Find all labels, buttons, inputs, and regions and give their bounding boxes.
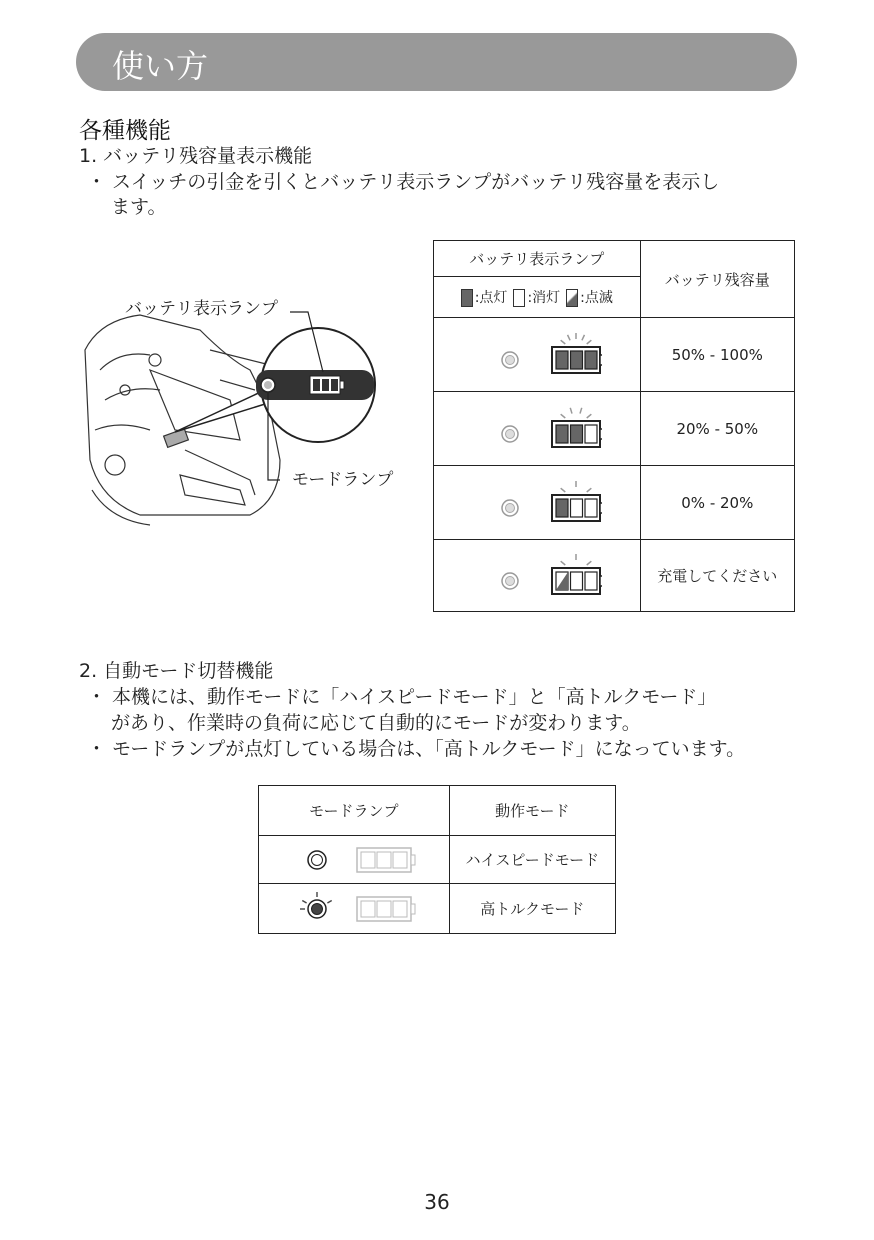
battery-cell bbox=[570, 351, 582, 369]
battery-cell bbox=[585, 425, 597, 443]
lamp-ray bbox=[560, 340, 565, 344]
item2-title: 2. 自動モード切替機能 bbox=[79, 660, 274, 682]
battery-cell bbox=[361, 852, 375, 868]
lamp-ray bbox=[587, 561, 592, 565]
lit-swatch-icon bbox=[461, 289, 473, 307]
battery-cell bbox=[556, 499, 568, 517]
mode-lamp-on bbox=[311, 903, 322, 914]
lamp-ray bbox=[582, 334, 585, 339]
battery-level-table bbox=[433, 240, 795, 612]
off-swatch-icon bbox=[513, 289, 525, 307]
mode-row-2-label: 高トルクモード bbox=[449, 884, 615, 934]
lamp-ray bbox=[327, 900, 331, 903]
battery-row-3-capacity: 0% - 20% bbox=[640, 466, 794, 540]
mode-lamp-header: モードランプ bbox=[259, 786, 450, 836]
label-battery-lamp: バッテリ表示ランプ bbox=[125, 299, 278, 319]
battery-cell bbox=[377, 852, 391, 868]
section-header-bar bbox=[76, 33, 797, 91]
lamp-ray bbox=[302, 900, 306, 903]
tool-illustration bbox=[80, 290, 410, 530]
lamp-ray bbox=[587, 414, 592, 418]
battery-cell bbox=[570, 499, 582, 517]
lamp-ray bbox=[560, 414, 565, 418]
battery-indicator-icon bbox=[472, 471, 602, 531]
lamp-ray bbox=[567, 334, 570, 339]
page-number: 36 bbox=[424, 1190, 450, 1214]
lamp-ray bbox=[580, 407, 582, 413]
mode-row-1-icon-cell bbox=[259, 836, 450, 884]
lamp-ray bbox=[587, 340, 592, 344]
battery-cell bbox=[556, 351, 568, 369]
lamp-ray bbox=[560, 561, 565, 565]
battery-cell bbox=[393, 901, 407, 917]
battery-cell bbox=[585, 351, 597, 369]
battery-cell bbox=[585, 499, 597, 517]
battery-row-1-icon-cell bbox=[434, 318, 641, 392]
battery-cell bbox=[377, 901, 391, 917]
mode-row-2-icon-cell bbox=[259, 884, 450, 934]
page-title: 使い方 bbox=[112, 47, 209, 85]
battery-cell bbox=[393, 852, 407, 868]
legend-blink: :点滅 bbox=[580, 290, 613, 306]
battery-row-4-capacity: 充電してください bbox=[640, 540, 794, 612]
battery-indicator-icon bbox=[472, 544, 602, 604]
battery-cell bbox=[556, 425, 568, 443]
mode-lamp-table bbox=[258, 785, 616, 934]
battery-row-2-capacity: 20% - 50% bbox=[640, 392, 794, 466]
battery-cell bbox=[361, 901, 375, 917]
blink-swatch-icon bbox=[566, 289, 578, 307]
battery-row-2-icon-cell bbox=[434, 392, 641, 466]
item2-bullet1-line1: ・ 本機には、動作モードに「ハイスピードモード」と「高トルクモード」 bbox=[87, 686, 717, 708]
lamp-ray bbox=[570, 407, 572, 413]
label-mode-lamp: モードランプ bbox=[292, 470, 394, 490]
battery-cell bbox=[585, 572, 597, 590]
battery-row-3-icon-cell bbox=[434, 466, 641, 540]
legend-cell bbox=[434, 277, 641, 318]
item2-bullet1-line2: があり、作業時の負荷に応じて自動的にモードが変わります。 bbox=[111, 712, 641, 734]
battery-row-4-icon-cell bbox=[434, 540, 641, 612]
item2-bullet2: ・ モードランプが点灯している場合は、「高トルクモード」になっています。 bbox=[87, 738, 746, 760]
legend-off: :消灯 bbox=[527, 290, 561, 306]
item1-bullet-line1: ・ スイッチの引金を引くとバッテリ表示ランプがバッテリ残容量を表示し bbox=[87, 171, 720, 193]
item1-title: 1. バッテリ残容量表示機能 bbox=[79, 145, 313, 167]
item1-bullet-line2: ます。 bbox=[111, 196, 167, 218]
mode-lamp-icon bbox=[289, 838, 419, 878]
legend-lit: :点灯 bbox=[474, 290, 508, 306]
battery-cell bbox=[570, 572, 582, 590]
battery-indicator-icon bbox=[472, 323, 602, 383]
mode-row-1-label: ハイスピードモード bbox=[449, 836, 615, 884]
battery-row-1-capacity: 50% - 100% bbox=[640, 318, 794, 392]
lamp-ray bbox=[587, 488, 592, 492]
mode-lamp-off bbox=[311, 854, 322, 865]
lamp-ray bbox=[560, 488, 565, 492]
mode-header: 動作モード bbox=[449, 786, 615, 836]
battery-lamp-header: バッテリ表示ランプ bbox=[434, 241, 641, 277]
section-title: 各種機能 bbox=[79, 118, 171, 144]
mode-lamp-icon bbox=[289, 887, 419, 927]
battery-capacity-header: バッテリ残容量 bbox=[640, 241, 794, 318]
battery-cell bbox=[570, 425, 582, 443]
battery-indicator-icon bbox=[472, 397, 602, 457]
